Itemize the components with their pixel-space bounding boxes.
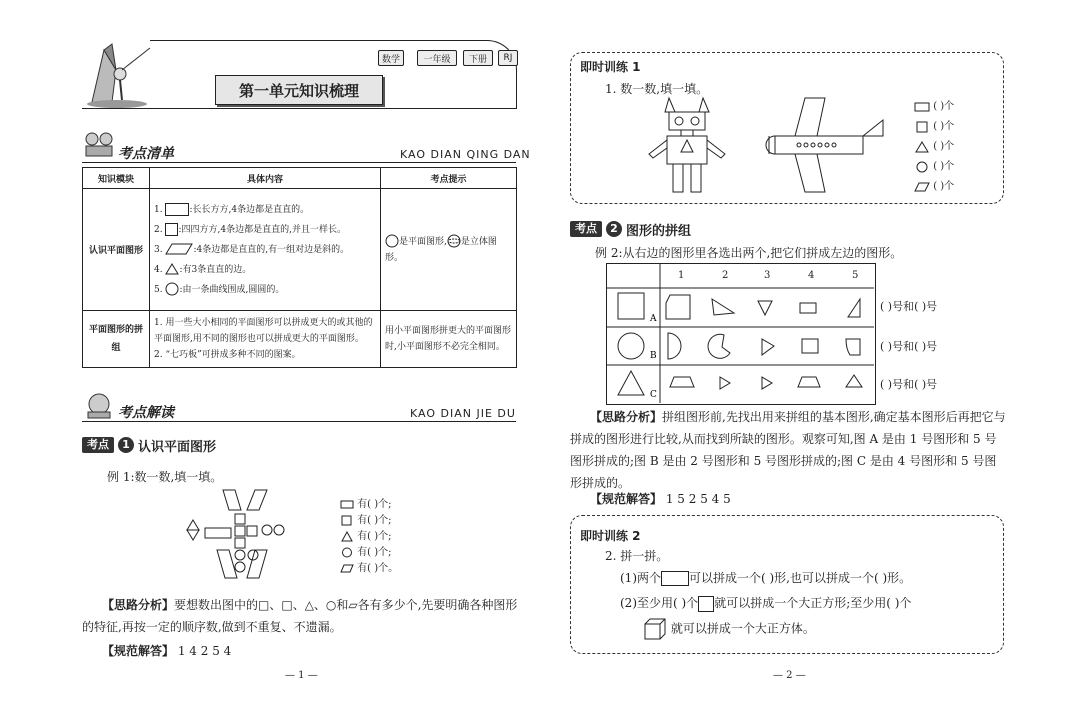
list-item: 4. :有3条直直的边。 xyxy=(154,264,252,275)
cube-icon xyxy=(643,617,667,641)
triangle-icon xyxy=(340,531,354,542)
row-label: A xyxy=(650,314,657,324)
list-item: 1. :长长方方,4条边都是直直的。 xyxy=(154,204,310,215)
analysis-1: 【思路分析】要想数出图中的□、□、△、○和▱各有多少个,先要明确各种图形的特征,再按一定的顺序数,做到不重复、不遗漏。 xyxy=(82,598,518,634)
robot-figure xyxy=(645,96,733,196)
row-label: C xyxy=(650,390,657,400)
section-title-qingdan: 考点清单 xyxy=(118,146,174,162)
triangle-icon xyxy=(165,263,179,275)
rectangle-icon xyxy=(661,571,689,586)
drill2-line-1: (1)两个 可以拼成一个( )形,也可以拼成一个( )形。 xyxy=(620,571,912,585)
point-title: 图形的拼组 xyxy=(626,223,692,239)
airplane-figure xyxy=(755,96,887,196)
chip-grade: 一年级 xyxy=(417,50,457,66)
page-number-2: — 2 — xyxy=(773,670,806,681)
section-rule xyxy=(82,162,516,163)
content-cell xyxy=(150,189,381,311)
drill-question-2: 2. 拼一拼。 xyxy=(605,549,669,563)
drill2-line-3: 就可以拼成一个大正方体。 xyxy=(643,617,815,641)
knowledge-table xyxy=(82,167,517,368)
list-item: 2. :四四方方,4条边都是直直的,并且一样长。 xyxy=(154,224,346,235)
count-line: 有( )个; xyxy=(340,545,398,561)
table-row xyxy=(83,311,517,368)
section-rule xyxy=(82,421,516,422)
tip-cell: 是平面图形, 是立体图形。 xyxy=(381,189,517,311)
circle-icon xyxy=(914,161,930,173)
circle-icon xyxy=(165,282,179,296)
example-2: 例 2:从右边的图形里各选出两个,把它们拼成左边的图形。 xyxy=(595,246,903,260)
circle-icon xyxy=(385,234,399,248)
badge-number: 1 xyxy=(118,437,134,453)
count-line: 有( )个; xyxy=(340,497,398,513)
unit-title: 第一单元知识梳理 xyxy=(215,75,383,105)
answer-1: 【规范解答】 1 4 2 5 4 xyxy=(102,644,232,658)
table-header: 具体内容 xyxy=(150,168,381,189)
count-line: ( )个 xyxy=(914,157,954,177)
drill2-line-2: (2)至少用( )个 就可以拼成一个大正方形;至少用( )个 xyxy=(620,596,912,610)
square-icon xyxy=(340,515,354,526)
col-header: 1 xyxy=(678,270,685,281)
col-header: 4 xyxy=(808,270,815,281)
sphere-icon xyxy=(447,234,461,248)
section-en-jiedu: KAO DIAN JIE DU xyxy=(410,407,516,420)
parallelogram-icon xyxy=(914,182,930,192)
rectangle-icon xyxy=(914,102,930,112)
tip-cell: 用小平面图形拼更大的平面图形时,小平面图形不必完全相同。 xyxy=(381,311,517,368)
parallelogram-icon xyxy=(340,564,354,573)
badge-label: 考点 xyxy=(570,221,602,237)
point-title: 认识平面图形 xyxy=(138,439,217,455)
count-line: ( )个 xyxy=(914,117,954,137)
row-label: B xyxy=(650,351,657,361)
square-icon xyxy=(165,223,178,236)
table-header-row xyxy=(83,168,517,189)
drill-title-1: 即时训练 1 xyxy=(580,60,641,74)
analysis-2: 【思路分析】拼组图形前,先找出用来拼组的基本图形,确定基本图形后再把它与拼成的图形进行比较,从而找到所缺的图形。观察可知,图 A 是由 1 号图形和 5 号图形拼成的;图 B 是由 2 号图形和 5 号图形拼成的;图 C 是由 4 号图形和 5 号图形拼成的。 xyxy=(570,410,1006,490)
answer-blank-b: ( )号和( )号 xyxy=(880,340,938,353)
content-cell xyxy=(150,311,381,368)
count-line: ( )个 xyxy=(914,177,954,197)
answer-blank-a: ( )号和( )号 xyxy=(880,300,938,313)
badge-label: 考点 xyxy=(82,437,114,453)
chip-subject: 数学 xyxy=(378,50,404,66)
answer-blank-c: ( )号和( )号 xyxy=(880,378,938,391)
example-1: 例 1:数一数,填一填。 xyxy=(107,470,223,484)
count-line: ( )个 xyxy=(914,137,954,157)
kids-reading-icon xyxy=(82,130,116,160)
col-header: 5 xyxy=(852,270,859,281)
module-cell: 平面图形的拼组 xyxy=(83,311,150,368)
rectangle-icon xyxy=(165,203,189,216)
count-line: 有( )个; xyxy=(340,529,398,545)
list-item: 5. :由一条曲线围成,圆圆的。 xyxy=(154,280,376,300)
triangle-icon xyxy=(914,141,930,153)
chip-edition: RJ xyxy=(498,50,518,66)
header-illustration xyxy=(82,40,152,110)
count-line: 有( )个; xyxy=(340,513,398,529)
header-rule xyxy=(82,108,516,109)
point-badge-2 xyxy=(570,220,691,238)
kids-icon xyxy=(82,392,116,420)
answer-2: 【规范解答】 1 5 2 5 4 5 xyxy=(590,492,731,506)
badge-number: 2 xyxy=(606,221,622,237)
circle-icon xyxy=(340,547,354,558)
count-list-1 xyxy=(340,497,398,577)
list-item: 3. :4条边都是直直的,有一组对边是斜的。 xyxy=(154,244,350,255)
shape-figure-1 xyxy=(185,488,295,580)
table-row xyxy=(83,189,517,311)
table-header: 考点提示 xyxy=(381,168,517,189)
col-header: 3 xyxy=(764,270,771,281)
section-en-qingdan: KAO DIAN QING DAN xyxy=(400,148,531,161)
list-item: 2. “七巧板”可拼成多种不同的图案。 xyxy=(154,350,301,360)
point-badge-1 xyxy=(82,436,216,454)
square-icon xyxy=(914,121,930,133)
count-line: ( )个 xyxy=(914,97,954,117)
count-line: 有( )个。 xyxy=(340,561,398,577)
list-item: 1. 用一些大小相同的平面图形可以拼成更大的或其他的平面图形,用不同的图形也可以拼成更大的平面图形。 xyxy=(154,318,373,344)
rectangle-icon xyxy=(340,500,354,509)
shape-grid-lines xyxy=(606,263,874,403)
module-cell: 认识平面图形 xyxy=(83,189,150,311)
drill-title-2: 即时训练 2 xyxy=(580,529,641,543)
parallelogram-icon xyxy=(165,243,193,255)
section-title-jiedu: 考点解读 xyxy=(118,405,174,421)
drill-question-1: 1. 数一数,填一填。 xyxy=(605,82,709,96)
drill1-count-list xyxy=(914,97,954,197)
table-header: 知识模块 xyxy=(83,168,150,189)
page-number-1: — 1 — xyxy=(285,670,318,681)
col-header: 2 xyxy=(722,270,729,281)
square-icon xyxy=(698,596,714,612)
chip-volume: 下册 xyxy=(463,50,493,66)
